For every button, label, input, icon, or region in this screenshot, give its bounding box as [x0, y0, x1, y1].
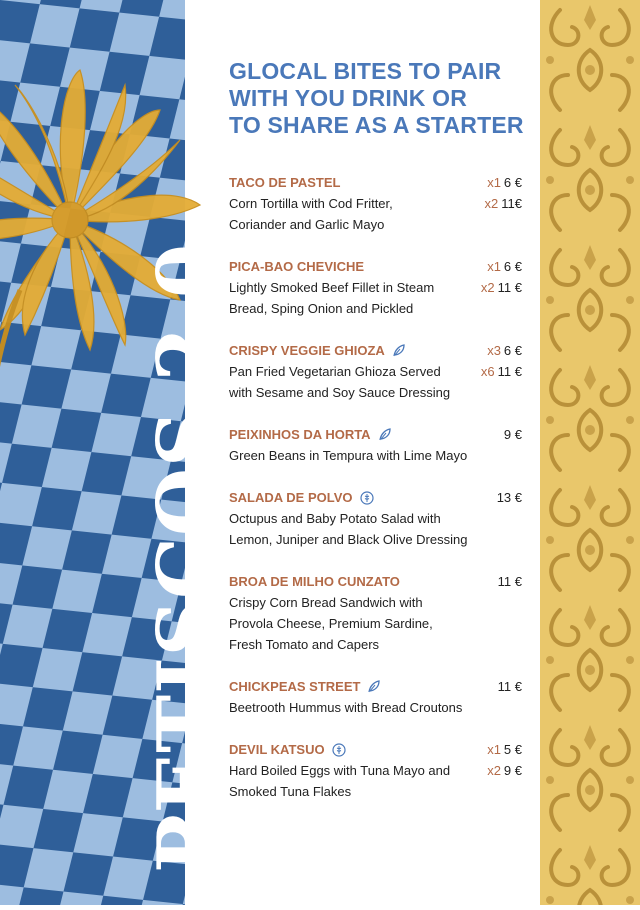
price-value: 11 €	[497, 280, 522, 295]
menu-item	[229, 340, 522, 403]
menu-item-name-text: CHICKPEAS STREET	[229, 679, 361, 694]
menu-item-name-text: SALADA DE POLVO	[229, 490, 353, 505]
menu-item	[229, 256, 522, 319]
price-value: 11 €	[497, 364, 522, 379]
menu-item-text	[229, 571, 433, 655]
vegetarian-leaf-icon	[360, 680, 381, 694]
menu-item-description	[229, 277, 434, 319]
menu-item-name-text: PEIXINHOS DA HORTA	[229, 427, 371, 442]
price-line	[504, 424, 522, 445]
price-line	[487, 739, 522, 760]
price-line	[497, 487, 522, 508]
decorative-side-panel	[0, 0, 232, 905]
price-value: 13 €	[496, 490, 522, 505]
menu-item-description	[229, 760, 450, 802]
price-quantity: x2	[487, 763, 501, 778]
ornamental-border	[540, 0, 640, 905]
menu-item-text	[229, 256, 434, 319]
description-line: Beetrooth Hummus with Bread Croutons	[229, 700, 463, 715]
menu-item-name	[229, 487, 467, 508]
menu-item-prices	[497, 487, 522, 508]
price-value: 6 €	[503, 175, 522, 190]
menu-item-row	[229, 256, 522, 319]
price-quantity: x1	[487, 175, 501, 190]
price-value: 9 €	[503, 427, 522, 442]
menu-item-row	[229, 172, 522, 235]
price-value: 11 €	[497, 679, 522, 694]
description-line: Green Beans in Tempura with Lime Mayo	[229, 448, 468, 463]
menu-item-prices	[498, 676, 522, 697]
menu-item-row	[229, 340, 522, 403]
description-line: Corn Tortilla with Cod Fritter,	[229, 196, 393, 211]
price-line	[487, 760, 522, 781]
description-line: Coriander and Garlic Mayo	[229, 217, 385, 232]
description-line: Provola Cheese, Premium Sardine,	[229, 616, 433, 631]
description-line: Lightly Smoked Beef Fillet in Steam	[229, 280, 435, 295]
menu-item-text	[229, 487, 467, 550]
price-line	[498, 571, 522, 592]
price-quantity: x1	[487, 259, 501, 274]
price-line	[481, 256, 522, 277]
price-quantity: x6	[480, 364, 495, 379]
menu-item-description	[229, 361, 450, 403]
price-line	[498, 676, 522, 697]
price-line	[485, 172, 522, 193]
menu-heading	[229, 58, 522, 139]
menu-item-name	[229, 676, 462, 697]
menu-item-text	[229, 340, 450, 403]
price-quantity: x2	[480, 280, 495, 295]
menu-item-name-text: DEVIL KATSUO	[229, 742, 325, 757]
price-value: 9 €	[503, 763, 522, 778]
menu-item-row	[229, 424, 522, 466]
menu-item	[229, 487, 522, 550]
description-line: Fresh Tomato and Capers	[229, 637, 380, 652]
price-line	[485, 193, 522, 214]
menu-items-list	[229, 172, 522, 802]
price-value: 6 €	[503, 259, 522, 274]
heading-line: TO SHARE AS A STARTER	[229, 112, 524, 138]
heading-line: WITH YOU DRINK OR	[229, 85, 468, 111]
menu-item-name	[229, 739, 450, 760]
heading-line: GLOCAL BITES TO PAIR	[229, 58, 502, 84]
price-line	[481, 277, 522, 298]
menu-item-name-text: CRISPY VEGGIE GHIOZA	[229, 343, 385, 358]
description-line: Pan Fried Vegetarian Ghioza Served	[229, 364, 441, 379]
menu-item	[229, 676, 522, 718]
description-line: Octupus and Baby Potato Salad with	[229, 511, 441, 526]
menu-item-prices	[481, 256, 522, 298]
price-quantity: x3	[487, 343, 501, 358]
description-line: with Sesame and Soy Sauce Dressing	[229, 385, 451, 400]
menu-item-row	[229, 571, 522, 655]
menu-item	[229, 424, 522, 466]
damask-pattern	[540, 0, 640, 905]
price-value: 11€	[501, 196, 522, 211]
menu-item-name-text: TACO DE PASTEL	[229, 175, 341, 190]
price-value: 6 €	[503, 343, 522, 358]
vegetarian-leaf-icon	[385, 344, 406, 358]
menu-item	[229, 739, 522, 802]
description-line: Crispy Corn Bread Sandwich with	[229, 595, 423, 610]
menu-item-name	[229, 424, 467, 445]
menu-item	[229, 571, 522, 655]
menu-item-row	[229, 487, 522, 550]
vegetarian-leaf-icon	[371, 428, 392, 442]
price-line	[481, 340, 522, 361]
menu-item-text	[229, 424, 467, 466]
menu-content	[229, 58, 522, 823]
menu-item-row	[229, 676, 522, 718]
price-quantity: x1	[487, 742, 501, 757]
side-title: PETISCOS 2.0	[141, 242, 232, 873]
menu-item	[229, 172, 522, 235]
menu-item-prices	[487, 739, 522, 781]
gluten-free-icon	[353, 491, 374, 505]
menu-item-name-text: PICA-BAO CHEVICHE	[229, 259, 365, 274]
menu-item-description	[229, 508, 467, 550]
menu-item-description	[229, 445, 467, 466]
menu-item-name	[229, 256, 434, 277]
menu-item-description	[229, 592, 433, 655]
menu-item-text	[229, 676, 462, 718]
menu-item-prices	[504, 424, 522, 445]
menu-item-name	[229, 571, 433, 592]
description-line: Hard Boiled Eggs with Tuna Mayo and	[229, 763, 451, 778]
menu-item-row	[229, 739, 522, 802]
menu-item-description	[229, 697, 462, 718]
menu-item-text	[229, 739, 450, 802]
gluten-free-icon	[325, 743, 346, 757]
menu-item-description	[229, 193, 393, 235]
menu-item-prices	[481, 340, 522, 382]
description-line: Lemon, Juniper and Black Olive Dressing	[229, 532, 468, 547]
menu-item-text	[229, 172, 393, 235]
menu-item-name	[229, 340, 450, 361]
price-value: 11 €	[497, 574, 522, 589]
price-line	[481, 361, 522, 382]
menu-item-name-text: BROA DE MILHO CUNZATO	[229, 574, 400, 589]
description-line: Smoked Tuna Flakes	[229, 784, 352, 799]
price-quantity: x2	[484, 196, 499, 211]
description-line: Bread, Sping Onion and Pickled	[229, 301, 414, 316]
menu-item-prices	[498, 571, 522, 592]
price-value: 5 €	[503, 742, 522, 757]
menu-item-prices	[485, 172, 522, 214]
menu-item-name	[229, 172, 393, 193]
